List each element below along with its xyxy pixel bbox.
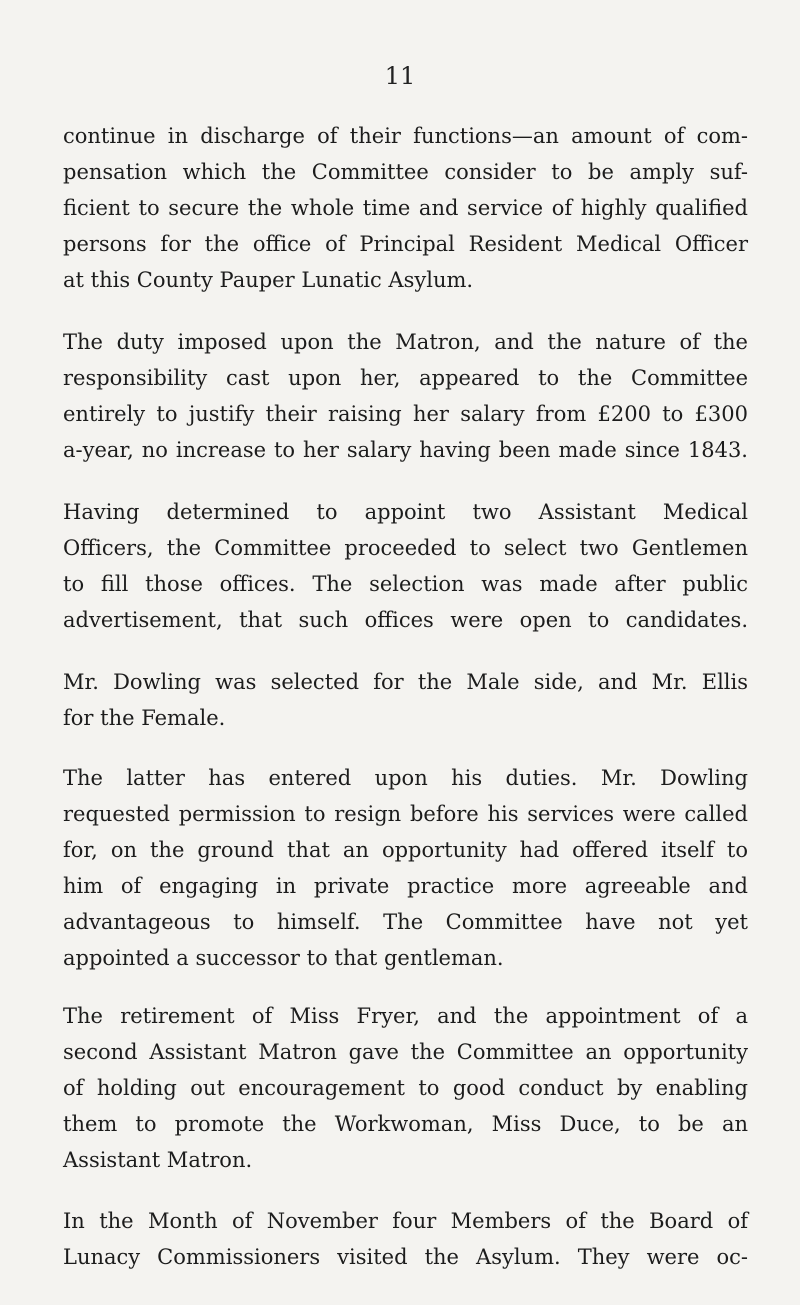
text-line: Assistant Matron. [63,1148,253,1172]
text-line: Having determined to appoint two Assistant Medical [63,500,748,524]
text-line: him of engaging in private practice more agreeable and [63,874,748,898]
text-line: pensation which the Committee consider to be amply suf- [63,160,748,184]
text-line: appointed a successor to that gentleman. [63,946,504,970]
text-line: Officers, the Committee proceeded to select two Gentlemen [63,536,748,560]
text-line: a-year, no increase to her salary having been made since 1843. [63,438,748,462]
text-line: to fill those offices. The selection was made after public [63,572,748,596]
text-line: The retirement of Miss Fryer, and the appointment of a [63,1004,748,1028]
text-line: Mr. Dowling was selected for the Male side, and Mr. Ellis [63,670,748,694]
text-line: The latter has entered upon his duties. Mr. Dowling [63,766,748,790]
text-line: them to promote the Workwoman, Miss Duce, to be an [63,1112,748,1136]
text-line: advertisement, that such offices were open to candidates. [63,608,748,632]
text-line: continue in discharge of their functions—an amount of com- [63,124,748,148]
text-line: for, on the ground that an opportunity had offered itself to [63,838,748,862]
text-line: for the Female. [63,706,226,730]
text-line: of holding out encouragement to good conduct by enabling [63,1076,748,1100]
text-line: entirely to justify their raising her salary from £200 to £300 [63,402,748,426]
page-number: 11 [384,62,416,90]
text-line: at this County Pauper Lunatic Asylum. [63,268,474,292]
text-line: second Assistant Matron gave the Committee an opportunity [63,1040,748,1064]
text-line: responsibility cast upon her, appeared to the Committee [63,366,748,390]
text-line: ficient to secure the whole time and service of highly qualified [63,196,748,220]
text-line: In the Month of November four Members of the Board of [63,1209,748,1233]
text-line: Lunacy Commissioners visited the Asylum. They were oc- [63,1245,748,1269]
text-line: requested permission to resign before his services were called [63,802,748,826]
text-line: persons for the office of Principal Resident Medical Officer [63,232,748,256]
text-line: The duty imposed upon the Matron, and the nature of the [63,330,748,354]
text-line: advantageous to himself. The Committee have not yet [63,910,748,934]
